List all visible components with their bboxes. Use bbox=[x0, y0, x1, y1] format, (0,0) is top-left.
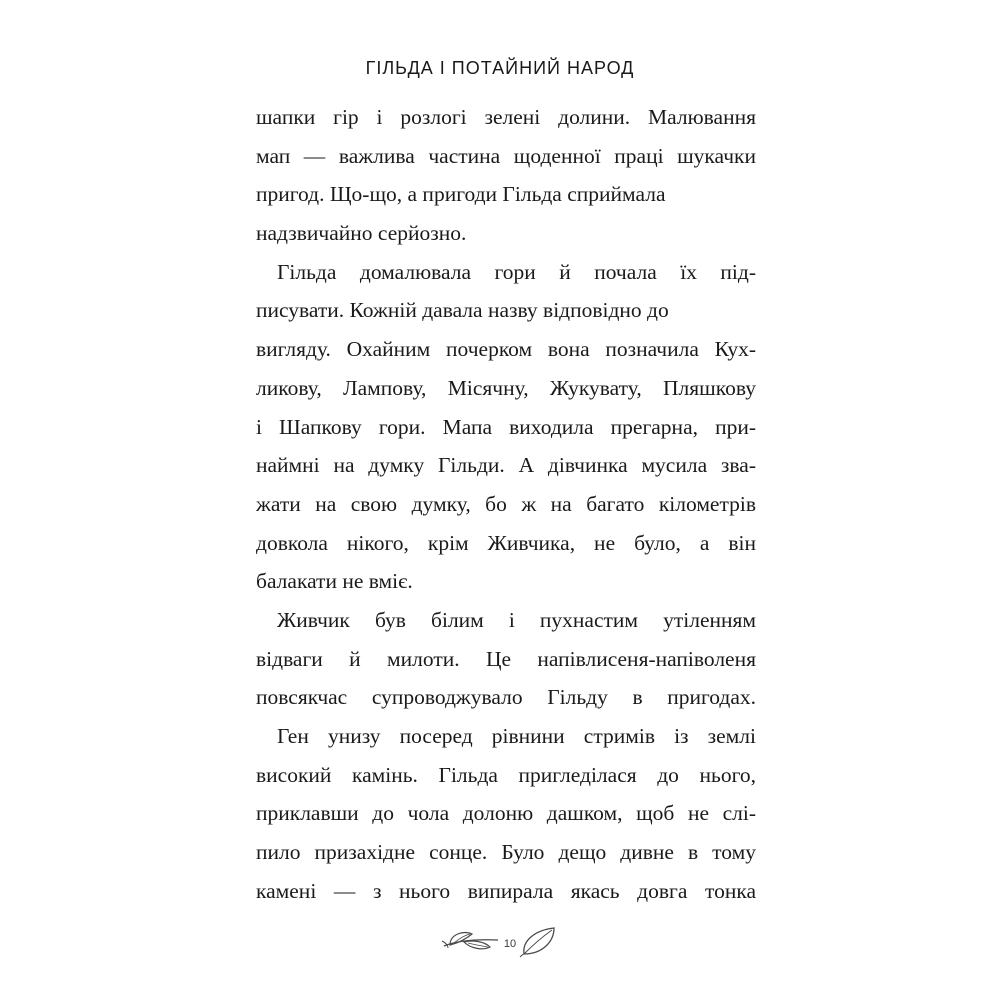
leaf-icon bbox=[518, 924, 560, 958]
text-line: жати на свою думку, бо ж на багато кілометрів bbox=[256, 491, 756, 516]
page-footer bbox=[440, 924, 560, 958]
body-text bbox=[256, 98, 756, 910]
text-line: відваги й милоти. Це напівлисеня-напіволеня bbox=[256, 646, 756, 671]
text-line: наймні на думку Гільди. А дівчинка мусила зва- bbox=[256, 453, 756, 478]
text-line: високий камінь. Гільда пригледілася до нього, bbox=[256, 762, 756, 787]
text-line: камені — з нього випирала якась довга тонка bbox=[256, 878, 756, 903]
running-head-title: ГІЛЬДА І ПОТАЙНИЙ НАРОД bbox=[365, 58, 635, 78]
text-line: мап — важлива частина щоденної праці шукачки bbox=[256, 143, 756, 168]
text-line: надзвичайно серйозно. bbox=[256, 221, 467, 246]
text-line: і Шапкову гори. Мапа виходила прегарна, при- bbox=[256, 414, 756, 439]
leaf-sprig-icon bbox=[440, 924, 502, 958]
text-line: писувати. Кожній давала назву відповідно до bbox=[256, 298, 669, 323]
text-line: балакати не вміє. bbox=[256, 569, 413, 594]
text-line: Ген унизу посеред рівнини стримів із землі bbox=[277, 724, 756, 748]
text-line: повсякчас супроводжувало Гільду в пригодах. bbox=[256, 685, 756, 710]
text-line: шапки гір і розлогі зелені долини. Малювання bbox=[256, 105, 756, 129]
text-line: Гільда домалювала гори й почала їх під- bbox=[277, 259, 756, 284]
text-line: пило призахідне сонце. Було дещо дивне в тому bbox=[256, 840, 756, 865]
text-line: ликову, Лампову, Місячну, Жукувату, Пляшкову bbox=[256, 375, 756, 400]
page-number: 10 bbox=[503, 938, 517, 950]
text-line: вигляду. Охайним почерком вона позначила Кух- bbox=[256, 337, 756, 362]
text-line: пригод. Що-що, а пригоди Гільда сприймала bbox=[256, 182, 666, 207]
text-line: довкола нікого, крім Живчика, не було, а він bbox=[256, 530, 756, 555]
text-line: приклавши до чола долоню дашком, щоб не слі- bbox=[256, 801, 756, 826]
text-line: Живчик був білим і пухнастим утіленням bbox=[277, 607, 756, 632]
